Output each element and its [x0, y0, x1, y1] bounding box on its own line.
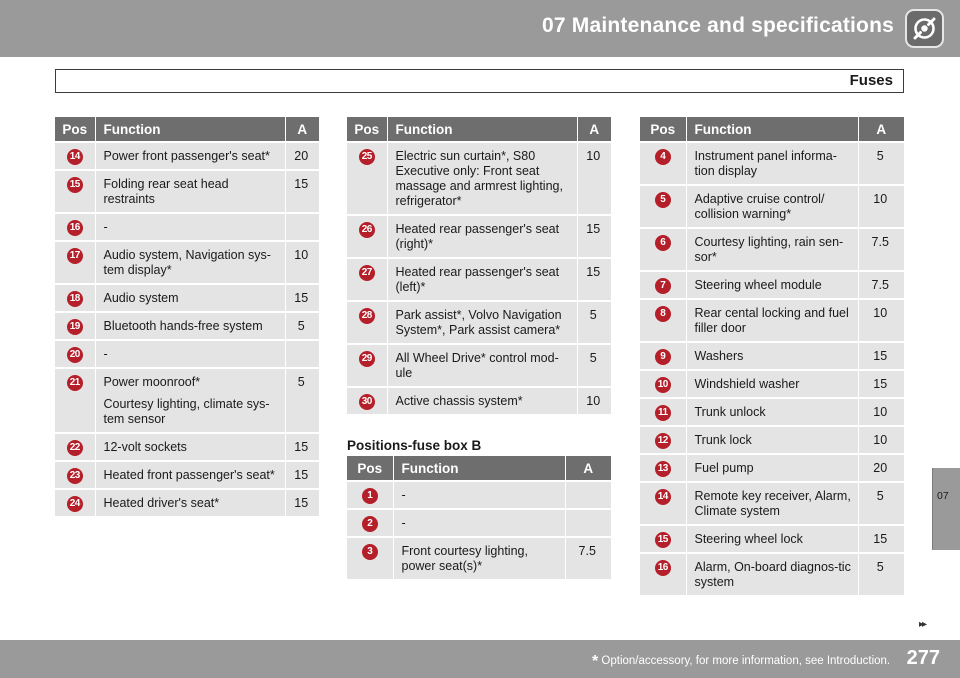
function-cell — [95, 368, 285, 433]
fuse-number-badge: 1 — [362, 488, 378, 504]
pos-cell — [55, 241, 95, 284]
fuse-number-badge: 24 — [67, 496, 83, 512]
amps-cell: 15 — [858, 370, 904, 398]
function-cell — [686, 342, 858, 370]
amps-cell: 10 — [858, 426, 904, 454]
table-row — [640, 228, 904, 271]
fuse-number-badge: 14 — [67, 149, 83, 165]
table-row — [640, 271, 904, 299]
fuse-number-badge: 10 — [655, 377, 671, 393]
function-text: 12-volt sockets — [103, 440, 187, 454]
fuse-number-badge: 12 — [655, 433, 671, 449]
function-text: Fuel pump — [694, 461, 754, 475]
table-header-row — [347, 117, 611, 142]
fuse-number-badge: 6 — [655, 235, 671, 251]
amps-cell: 5 — [577, 301, 611, 344]
pos-header: Pos — [640, 117, 686, 142]
table-row — [55, 142, 319, 170]
function-text: Alarm, On-board diagnos-tic system — [694, 560, 851, 589]
amps-cell: 15 — [285, 433, 319, 461]
fuse-table-b-part-1 — [347, 456, 611, 579]
amps-cell: 10 — [858, 185, 904, 228]
amps-cell: 5 — [285, 368, 319, 433]
table-row — [640, 142, 904, 185]
fuse-number-badge: 30 — [359, 394, 375, 410]
pos-cell — [55, 340, 95, 368]
function-text: All Wheel Drive* control mod-ule — [395, 351, 559, 380]
fuse-number-badge: 3 — [362, 544, 378, 560]
function-header: Function — [95, 117, 285, 142]
amps-cell: 5 — [285, 312, 319, 340]
fuse-number-badge: 16 — [67, 220, 83, 236]
fuse-number-badge: 29 — [359, 351, 375, 367]
pos-cell — [347, 537, 393, 579]
function-cell — [387, 258, 577, 301]
function-text: Trunk lock — [694, 433, 752, 447]
function-cell — [387, 387, 577, 414]
function-cell — [95, 461, 285, 489]
pos-cell — [347, 509, 393, 537]
function-cell — [95, 312, 285, 340]
fuse-number-badge: 23 — [67, 468, 83, 484]
pos-header: Pos — [347, 117, 387, 142]
function-cell — [387, 215, 577, 258]
function-header: Function — [686, 117, 858, 142]
amps-cell — [285, 213, 319, 241]
page-number: 277 — [906, 647, 940, 669]
pos-cell — [55, 170, 95, 213]
function-cell — [393, 537, 565, 579]
function-text: Heated rear passenger's seat (right)* — [395, 222, 560, 251]
chapter-tab-label: 07 — [937, 490, 949, 502]
pos-cell — [55, 489, 95, 516]
amps-cell: 7.5 — [858, 228, 904, 271]
function-text: Front courtesy lighting, power seat(s)* — [401, 544, 528, 573]
amps-cell: 10 — [858, 398, 904, 426]
fuse-number-badge: 9 — [655, 349, 671, 365]
table-row — [347, 344, 611, 387]
table-row — [55, 433, 319, 461]
table-row — [55, 284, 319, 312]
fuse-table-a-part-1 — [55, 117, 319, 516]
fuse-number-badge: 8 — [655, 306, 671, 322]
table-row — [55, 241, 319, 284]
function-text: Power front passenger's seat* — [103, 149, 270, 163]
fuse-number-badge: 4 — [655, 149, 671, 165]
table-row — [347, 537, 611, 579]
function-cell — [686, 398, 858, 426]
function-cell — [95, 340, 285, 368]
amps-header: A — [285, 117, 319, 142]
amps-cell: 20 — [285, 142, 319, 170]
function-cell — [686, 142, 858, 185]
chapter-side-tab[interactable] — [932, 468, 960, 550]
pos-cell — [640, 454, 686, 482]
table-row — [347, 142, 611, 215]
amps-cell: 5 — [858, 482, 904, 525]
function-text: Steering wheel lock — [694, 532, 803, 546]
function-text: Park assist*, Volvo Navigation System*, Park assist camera* — [395, 308, 562, 337]
pos-cell — [347, 387, 387, 414]
pos-cell — [640, 342, 686, 370]
footnote-star: * — [592, 653, 599, 670]
function-header: Function — [387, 117, 577, 142]
fuse-number-badge: 15 — [655, 532, 671, 548]
function-text: Windshield washer — [694, 377, 800, 391]
pos-header: Pos — [55, 117, 95, 142]
amps-cell: 15 — [577, 215, 611, 258]
amps-cell: 15 — [285, 489, 319, 516]
fuse-number-badge: 19 — [67, 319, 83, 335]
table-row — [640, 342, 904, 370]
pos-cell — [640, 482, 686, 525]
pos-cell — [640, 228, 686, 271]
amps-cell — [565, 481, 611, 509]
function-cell — [393, 481, 565, 509]
pos-cell — [640, 142, 686, 185]
amps-cell: 7.5 — [565, 537, 611, 579]
table-header-row — [640, 117, 904, 142]
fuse-number-badge: 20 — [67, 347, 83, 363]
fuse-number-badge: 26 — [359, 222, 375, 238]
amps-cell: 15 — [577, 258, 611, 301]
fuse-number-badge: 21 — [67, 375, 83, 391]
function-text: Remote key receiver, Alarm, Climate system — [694, 489, 851, 518]
amps-cell: 15 — [285, 284, 319, 312]
table-row — [640, 482, 904, 525]
table-row — [55, 461, 319, 489]
function-cell — [95, 170, 285, 213]
function-text: Heated front passenger's seat* — [103, 468, 275, 482]
table-row — [640, 185, 904, 228]
section-title: Fuses — [849, 72, 893, 89]
amps-cell: 20 — [858, 454, 904, 482]
table-row — [347, 509, 611, 537]
pos-cell — [55, 368, 95, 433]
amps-cell: 15 — [858, 525, 904, 553]
footer-bar — [0, 640, 960, 678]
function-text: Trunk unlock — [694, 405, 766, 419]
table-row — [640, 426, 904, 454]
fuse-number-badge: 18 — [67, 291, 83, 307]
function-text: - — [401, 488, 406, 502]
table-row — [640, 370, 904, 398]
pos-cell — [347, 344, 387, 387]
function-cell — [686, 426, 858, 454]
table-row — [55, 489, 319, 516]
pos-cell — [640, 299, 686, 342]
function-cell — [95, 433, 285, 461]
function-text: Heated rear passenger's seat (left)* — [395, 265, 560, 294]
table-row — [55, 312, 319, 340]
fuse-number-badge: 28 — [359, 308, 375, 324]
fuse-number-badge: 17 — [67, 248, 83, 264]
function-cell — [686, 185, 858, 228]
chapter-title: 07 Maintenance and specifications — [541, 14, 894, 37]
table-row — [640, 398, 904, 426]
function-text: Electric sun curtain*, S80 Executive only: Front seat massage and armrest lighting, refrigerator* — [395, 149, 563, 208]
pos-cell — [55, 461, 95, 489]
function-cell — [686, 482, 858, 525]
pos-cell — [640, 426, 686, 454]
fuse-number-badge: 14 — [655, 489, 671, 505]
fuse-number-badge: 16 — [655, 560, 671, 576]
function-text: Active chassis system* — [395, 394, 523, 408]
amps-cell — [565, 509, 611, 537]
function-cell — [95, 284, 285, 312]
wrench-gear-icon — [905, 9, 944, 48]
amps-cell — [285, 340, 319, 368]
pos-cell — [640, 370, 686, 398]
amps-cell: 10 — [577, 142, 611, 215]
function-cell — [686, 454, 858, 482]
pos-cell — [347, 481, 393, 509]
pos-cell — [347, 215, 387, 258]
function-header: Function — [393, 456, 565, 481]
amps-cell: 15 — [858, 342, 904, 370]
function-text: Bluetooth hands-free system — [103, 319, 263, 333]
fuse-box-b-heading: Positions-fuse box B — [347, 438, 482, 453]
amps-cell: 15 — [285, 170, 319, 213]
function-text: Audio system, Navigation sys-tem display* — [103, 248, 271, 277]
function-cell — [95, 489, 285, 516]
function-cell — [95, 142, 285, 170]
fuse-table-a-part-2 — [347, 117, 611, 414]
fuse-number-badge: 5 — [655, 192, 671, 208]
function-text: Courtesy lighting, climate sys-tem sensor — [103, 397, 270, 426]
function-text: Power moonroof* — [103, 375, 201, 389]
amps-cell: 10 — [285, 241, 319, 284]
table-row — [55, 368, 319, 433]
fuse-number-badge: 11 — [655, 405, 671, 421]
table-header-row — [55, 117, 319, 142]
table-row — [640, 299, 904, 342]
table-row — [347, 215, 611, 258]
table-row — [347, 258, 611, 301]
table-header-row — [347, 456, 611, 481]
function-cell — [686, 553, 858, 595]
function-text: Heated driver's seat* — [103, 496, 220, 510]
pos-cell — [640, 525, 686, 553]
amps-cell: 5 — [858, 142, 904, 185]
function-text: - — [401, 516, 406, 530]
function-text: Courtesy lighting, rain sen-sor* — [694, 235, 844, 264]
pos-cell — [55, 213, 95, 241]
function-cell — [387, 301, 577, 344]
fuse-number-badge: 13 — [655, 461, 671, 477]
pos-cell — [640, 185, 686, 228]
table-row — [347, 301, 611, 344]
fuse-table-b-part-2 — [640, 117, 904, 595]
function-text: Audio system — [103, 291, 179, 305]
function-cell — [686, 370, 858, 398]
pos-cell — [640, 553, 686, 595]
amps-cell: 5 — [858, 553, 904, 595]
function-text: - — [103, 220, 108, 234]
function-cell — [686, 228, 858, 271]
table-row — [55, 340, 319, 368]
function-text: Instrument panel informa-tion display — [694, 149, 837, 178]
fuse-number-badge: 22 — [67, 440, 83, 456]
table-row — [55, 170, 319, 213]
header-bar — [0, 0, 960, 57]
pos-header: Pos — [347, 456, 393, 481]
function-text: Washers — [694, 349, 744, 363]
function-text: Rear cental locking and fuel filler door — [694, 306, 849, 335]
amps-cell: 7.5 — [858, 271, 904, 299]
function-cell — [387, 344, 577, 387]
footnote-text: Option/accessory, for more information, see Introduction. — [598, 655, 891, 667]
function-cell — [387, 142, 577, 215]
pos-cell — [55, 284, 95, 312]
table-row — [347, 481, 611, 509]
amps-header: A — [858, 117, 904, 142]
section-bar — [55, 69, 904, 93]
amps-header: A — [565, 456, 611, 481]
table-row — [347, 387, 611, 414]
pos-cell — [55, 312, 95, 340]
pos-cell — [640, 398, 686, 426]
function-text: Adaptive cruise control/ collision warning* — [694, 192, 825, 221]
table-row — [640, 454, 904, 482]
pos-cell — [347, 301, 387, 344]
function-cell — [393, 509, 565, 537]
function-cell — [686, 525, 858, 553]
amps-cell: 5 — [577, 344, 611, 387]
pos-cell — [347, 142, 387, 215]
table-row — [640, 553, 904, 595]
amps-cell: 10 — [577, 387, 611, 414]
function-text: - — [103, 347, 108, 361]
function-cell — [95, 213, 285, 241]
fuse-number-badge: 15 — [67, 177, 83, 193]
table-row — [640, 525, 904, 553]
fuse-number-badge: 2 — [362, 516, 378, 532]
pos-cell — [55, 433, 95, 461]
fuse-number-badge: 7 — [655, 278, 671, 294]
fuse-number-badge: 25 — [359, 149, 375, 165]
pos-cell — [347, 258, 387, 301]
fuse-number-badge: 27 — [359, 265, 375, 281]
amps-cell: 15 — [285, 461, 319, 489]
pos-cell — [55, 142, 95, 170]
amps-header: A — [577, 117, 611, 142]
amps-cell: 10 — [858, 299, 904, 342]
function-text: Steering wheel module — [694, 278, 822, 292]
function-cell — [686, 271, 858, 299]
table-row — [55, 213, 319, 241]
function-cell — [95, 241, 285, 284]
function-text: Folding rear seat head restraints — [103, 177, 229, 206]
function-cell — [686, 299, 858, 342]
footnote — [592, 653, 890, 671]
pos-cell — [640, 271, 686, 299]
double-chevron-right-icon[interactable]: ▸▸ — [919, 619, 926, 630]
